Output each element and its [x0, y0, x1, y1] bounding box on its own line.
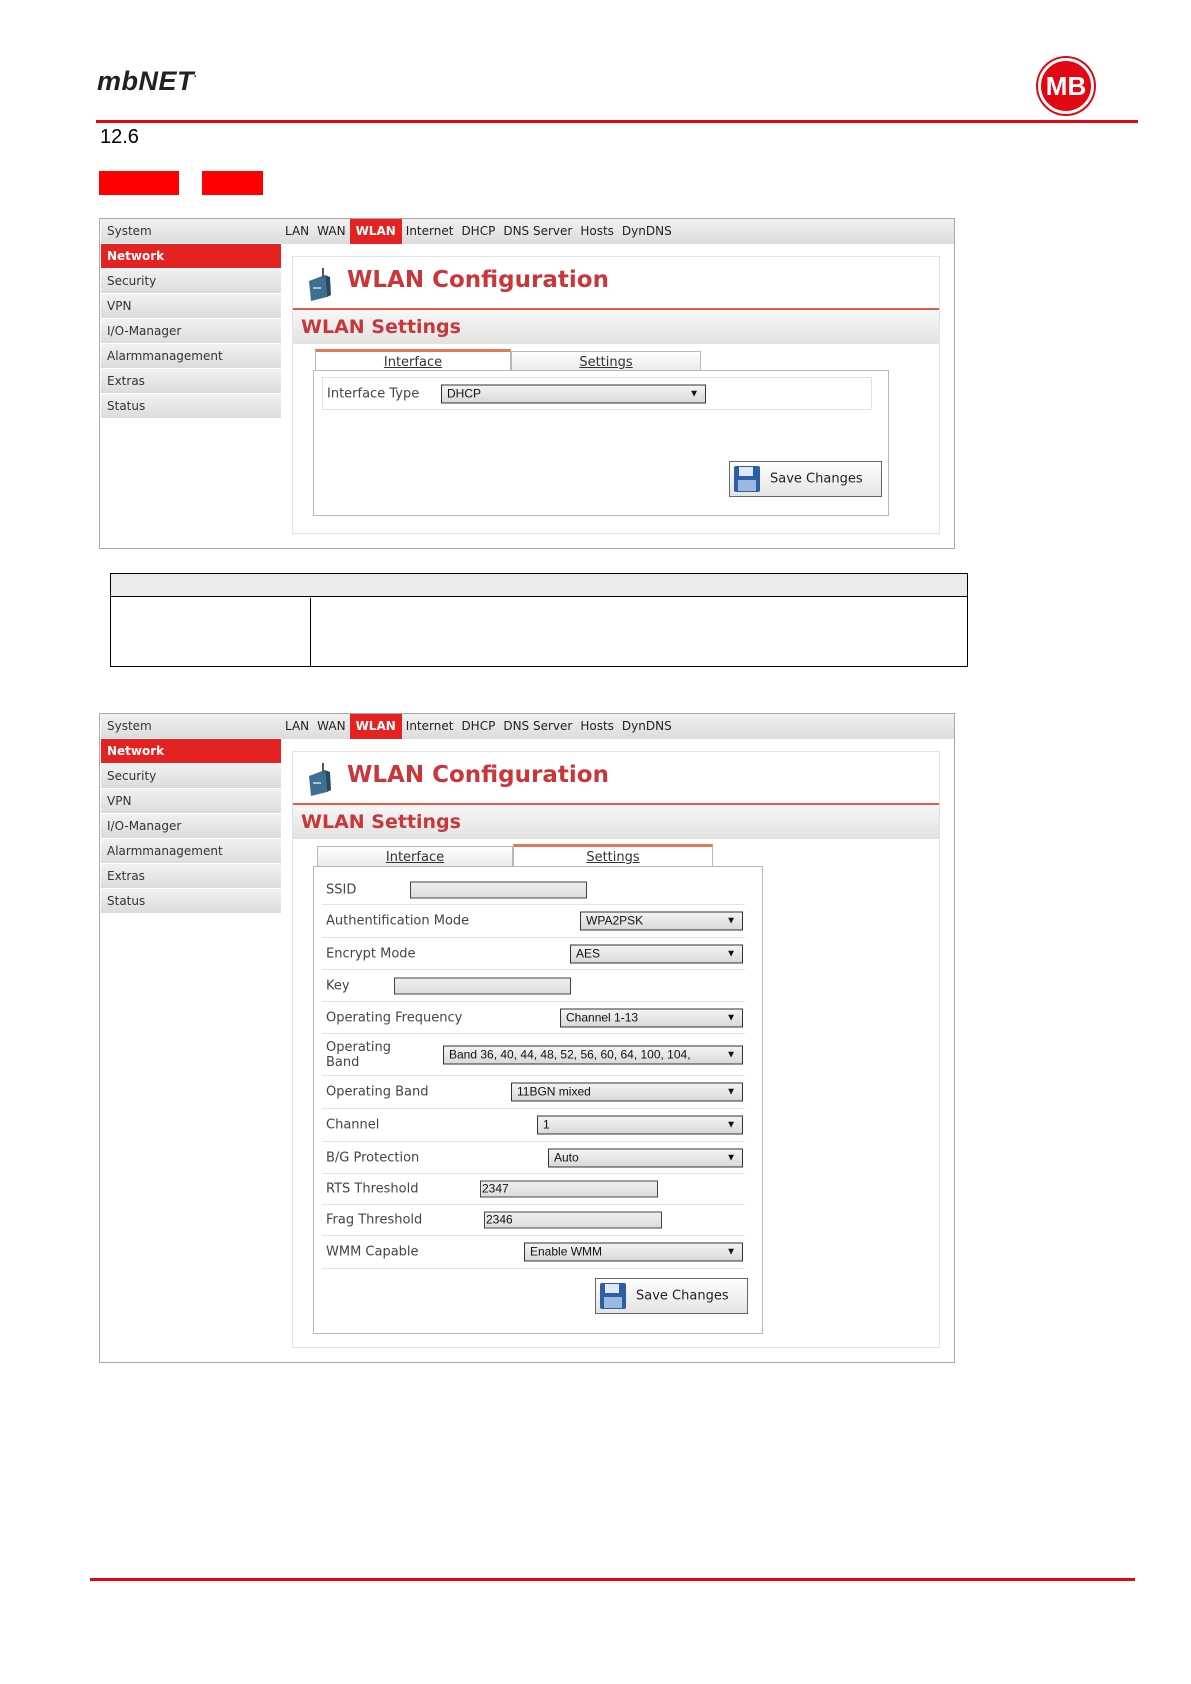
wmm-capable-label: WMM Capable [326, 1244, 419, 1260]
nav-dhcp[interactable]: DHCP [461, 224, 496, 238]
interface-type-row [322, 377, 872, 410]
nav-wan[interactable]: WAN [317, 719, 346, 733]
nav-hosts[interactable]: Hosts [580, 719, 614, 733]
interface-type-select[interactable]: DHCP ▼ [441, 384, 706, 403]
menu-item-alarmmanagement[interactable]: Alarmmanagement [101, 839, 281, 864]
key-label: Key [326, 978, 350, 993]
rts-threshold-input[interactable]: 2347 [480, 1181, 658, 1198]
ssid-label: SSID [326, 882, 357, 897]
dropdown-arrow-icon: ▼ [726, 1086, 736, 1098]
encrypt-mode-select[interactable]: AES ▼ [570, 944, 743, 963]
nav-hosts[interactable]: Hosts [580, 224, 614, 238]
dropdown-arrow-icon: ▼ [726, 1049, 736, 1060]
wlan-interface-screenshot [99, 218, 955, 549]
ssid-row [322, 875, 745, 905]
content-panel [292, 751, 940, 1348]
tab-settings[interactable]: Settings [511, 351, 701, 376]
operating-band-channels-row [322, 1034, 745, 1076]
menu-item-system[interactable]: System [101, 219, 281, 244]
rts-threshold-row [322, 1174, 745, 1205]
menu-item-status[interactable]: Status [101, 394, 281, 419]
operating-band-select[interactable]: 11BGN mixed ▼ [511, 1083, 743, 1102]
save-changes-button[interactable]: Save Changes [595, 1278, 748, 1314]
dropdown-arrow-icon: ▼ [726, 1246, 736, 1258]
channel-row [322, 1109, 745, 1142]
logo-mark: . [194, 66, 198, 80]
top-nav [281, 219, 954, 244]
settings-title: WLAN Settings [293, 310, 939, 344]
menu-item-network[interactable]: Network [101, 739, 281, 764]
key-row [322, 970, 745, 1002]
nav-wlan[interactable]: WLAN [350, 219, 402, 244]
nav-lan[interactable]: LAN [285, 719, 310, 733]
nav-dyndns[interactable]: DynDNS [621, 224, 672, 238]
operating-frequency-row [322, 1002, 745, 1034]
redacted-heading-block [99, 171, 179, 195]
encrypt-mode-label: Encrypt Mode [326, 946, 416, 961]
section-number: 12.6 [100, 126, 139, 148]
wlan-settings-screenshot [99, 713, 955, 1363]
dropdown-arrow-icon: ▼ [726, 915, 736, 927]
mbnet-logo: mbNET. [97, 66, 198, 96]
config-header [293, 257, 939, 310]
config-title: WLAN Configuration [347, 762, 609, 788]
channel-select[interactable]: 1 ▼ [537, 1116, 743, 1135]
config-header [293, 752, 939, 805]
interface-type-label: Interface Type [327, 386, 420, 401]
floppy-disk-icon [599, 1282, 627, 1310]
menu-item-alarmmanagement[interactable]: Alarmmanagement [101, 344, 281, 369]
header-divider [96, 120, 1138, 123]
menu-item-security[interactable]: Security [101, 764, 281, 789]
menu-item-extras[interactable]: Extras [101, 369, 281, 394]
menu-item-network[interactable]: Network [101, 244, 281, 269]
rts-threshold-label: RTS Threshold [326, 1181, 419, 1197]
operating-band-label: Operating Band [326, 1084, 429, 1100]
dropdown-arrow-icon: ▼ [726, 948, 736, 959]
auth-mode-label: Authentification Mode [326, 913, 470, 929]
floppy-disk-icon [733, 465, 761, 493]
nav-wlan[interactable]: WLAN [350, 714, 402, 739]
tab-interface[interactable]: Interface [317, 846, 513, 871]
bg-protection-select[interactable]: Auto ▼ [548, 1148, 743, 1167]
side-menu [101, 219, 281, 419]
menu-item-io-manager[interactable]: I/O-Manager [101, 814, 281, 839]
settings-tab-panel [313, 866, 763, 1334]
frag-threshold-row [322, 1205, 745, 1236]
interface-tab-panel [313, 370, 889, 516]
nav-dns-server[interactable]: DNS Server [503, 224, 573, 238]
side-menu [101, 714, 281, 914]
bg-protection-row [322, 1142, 745, 1174]
dropdown-arrow-icon: ▼ [726, 1012, 736, 1023]
save-changes-button[interactable]: Save Changes [729, 461, 882, 497]
menu-item-vpn[interactable]: VPN [101, 789, 281, 814]
operating-band-row [322, 1076, 745, 1109]
encrypt-mode-row [322, 938, 745, 970]
tab-settings[interactable]: Settings [513, 844, 713, 869]
wmm-capable-select[interactable]: Enable WMM ▼ [524, 1243, 743, 1262]
frag-threshold-input[interactable]: 2346 [484, 1212, 662, 1229]
settings-title: WLAN Settings [293, 805, 939, 839]
top-nav [281, 714, 954, 739]
redacted-heading-block [202, 171, 263, 195]
frag-threshold-label: Frag Threshold [326, 1212, 423, 1228]
key-input[interactable] [394, 977, 571, 994]
nav-internet[interactable]: Internet [405, 224, 454, 238]
operating-frequency-label: Operating Frequency [326, 1010, 463, 1025]
auth-mode-row [322, 905, 745, 938]
nav-dyndns[interactable]: DynDNS [621, 719, 672, 733]
ssid-input[interactable] [410, 881, 587, 898]
menu-item-security[interactable]: Security [101, 269, 281, 294]
nav-dhcp[interactable]: DHCP [461, 719, 496, 733]
operating-band-channels-label: Operating Band [326, 1039, 391, 1070]
dropdown-arrow-icon: ▼ [726, 1119, 736, 1131]
wlan-router-icon [305, 267, 333, 303]
auth-mode-select[interactable]: WPA2PSK ▼ [580, 912, 743, 931]
nav-wan[interactable]: WAN [317, 224, 346, 238]
menu-item-extras[interactable]: Extras [101, 864, 281, 889]
parameter-table [110, 573, 968, 667]
config-title: WLAN Configuration [347, 267, 609, 293]
dropdown-arrow-icon: ▼ [689, 388, 699, 399]
nav-internet[interactable]: Internet [405, 719, 454, 733]
content-panel [292, 256, 940, 534]
nav-dns-server[interactable]: DNS Server [503, 719, 573, 733]
tab-interface[interactable]: Interface [315, 349, 511, 374]
mb-badge-logo: MB [1038, 58, 1094, 114]
parameter-table-cell [111, 598, 311, 666]
menu-item-system[interactable]: System [101, 714, 281, 739]
parameter-table-header [111, 574, 967, 597]
menu-item-status[interactable]: Status [101, 889, 281, 914]
footer-divider [90, 1578, 1135, 1581]
dropdown-arrow-icon: ▼ [726, 1152, 736, 1163]
operating-frequency-select[interactable]: Channel 1-13 ▼ [560, 1008, 743, 1027]
bg-protection-label: B/G Protection [326, 1150, 420, 1165]
wlan-router-icon [305, 762, 333, 798]
wmm-capable-row [322, 1236, 745, 1269]
menu-item-vpn[interactable]: VPN [101, 294, 281, 319]
menu-item-io-manager[interactable]: I/O-Manager [101, 319, 281, 344]
channel-label: Channel [326, 1117, 380, 1133]
operating-band-channels-select[interactable]: Band 36, 40, 44, 48, 52, 56, 60, 64, 100, 104, ▼ [443, 1045, 743, 1064]
nav-lan[interactable]: LAN [285, 224, 310, 238]
